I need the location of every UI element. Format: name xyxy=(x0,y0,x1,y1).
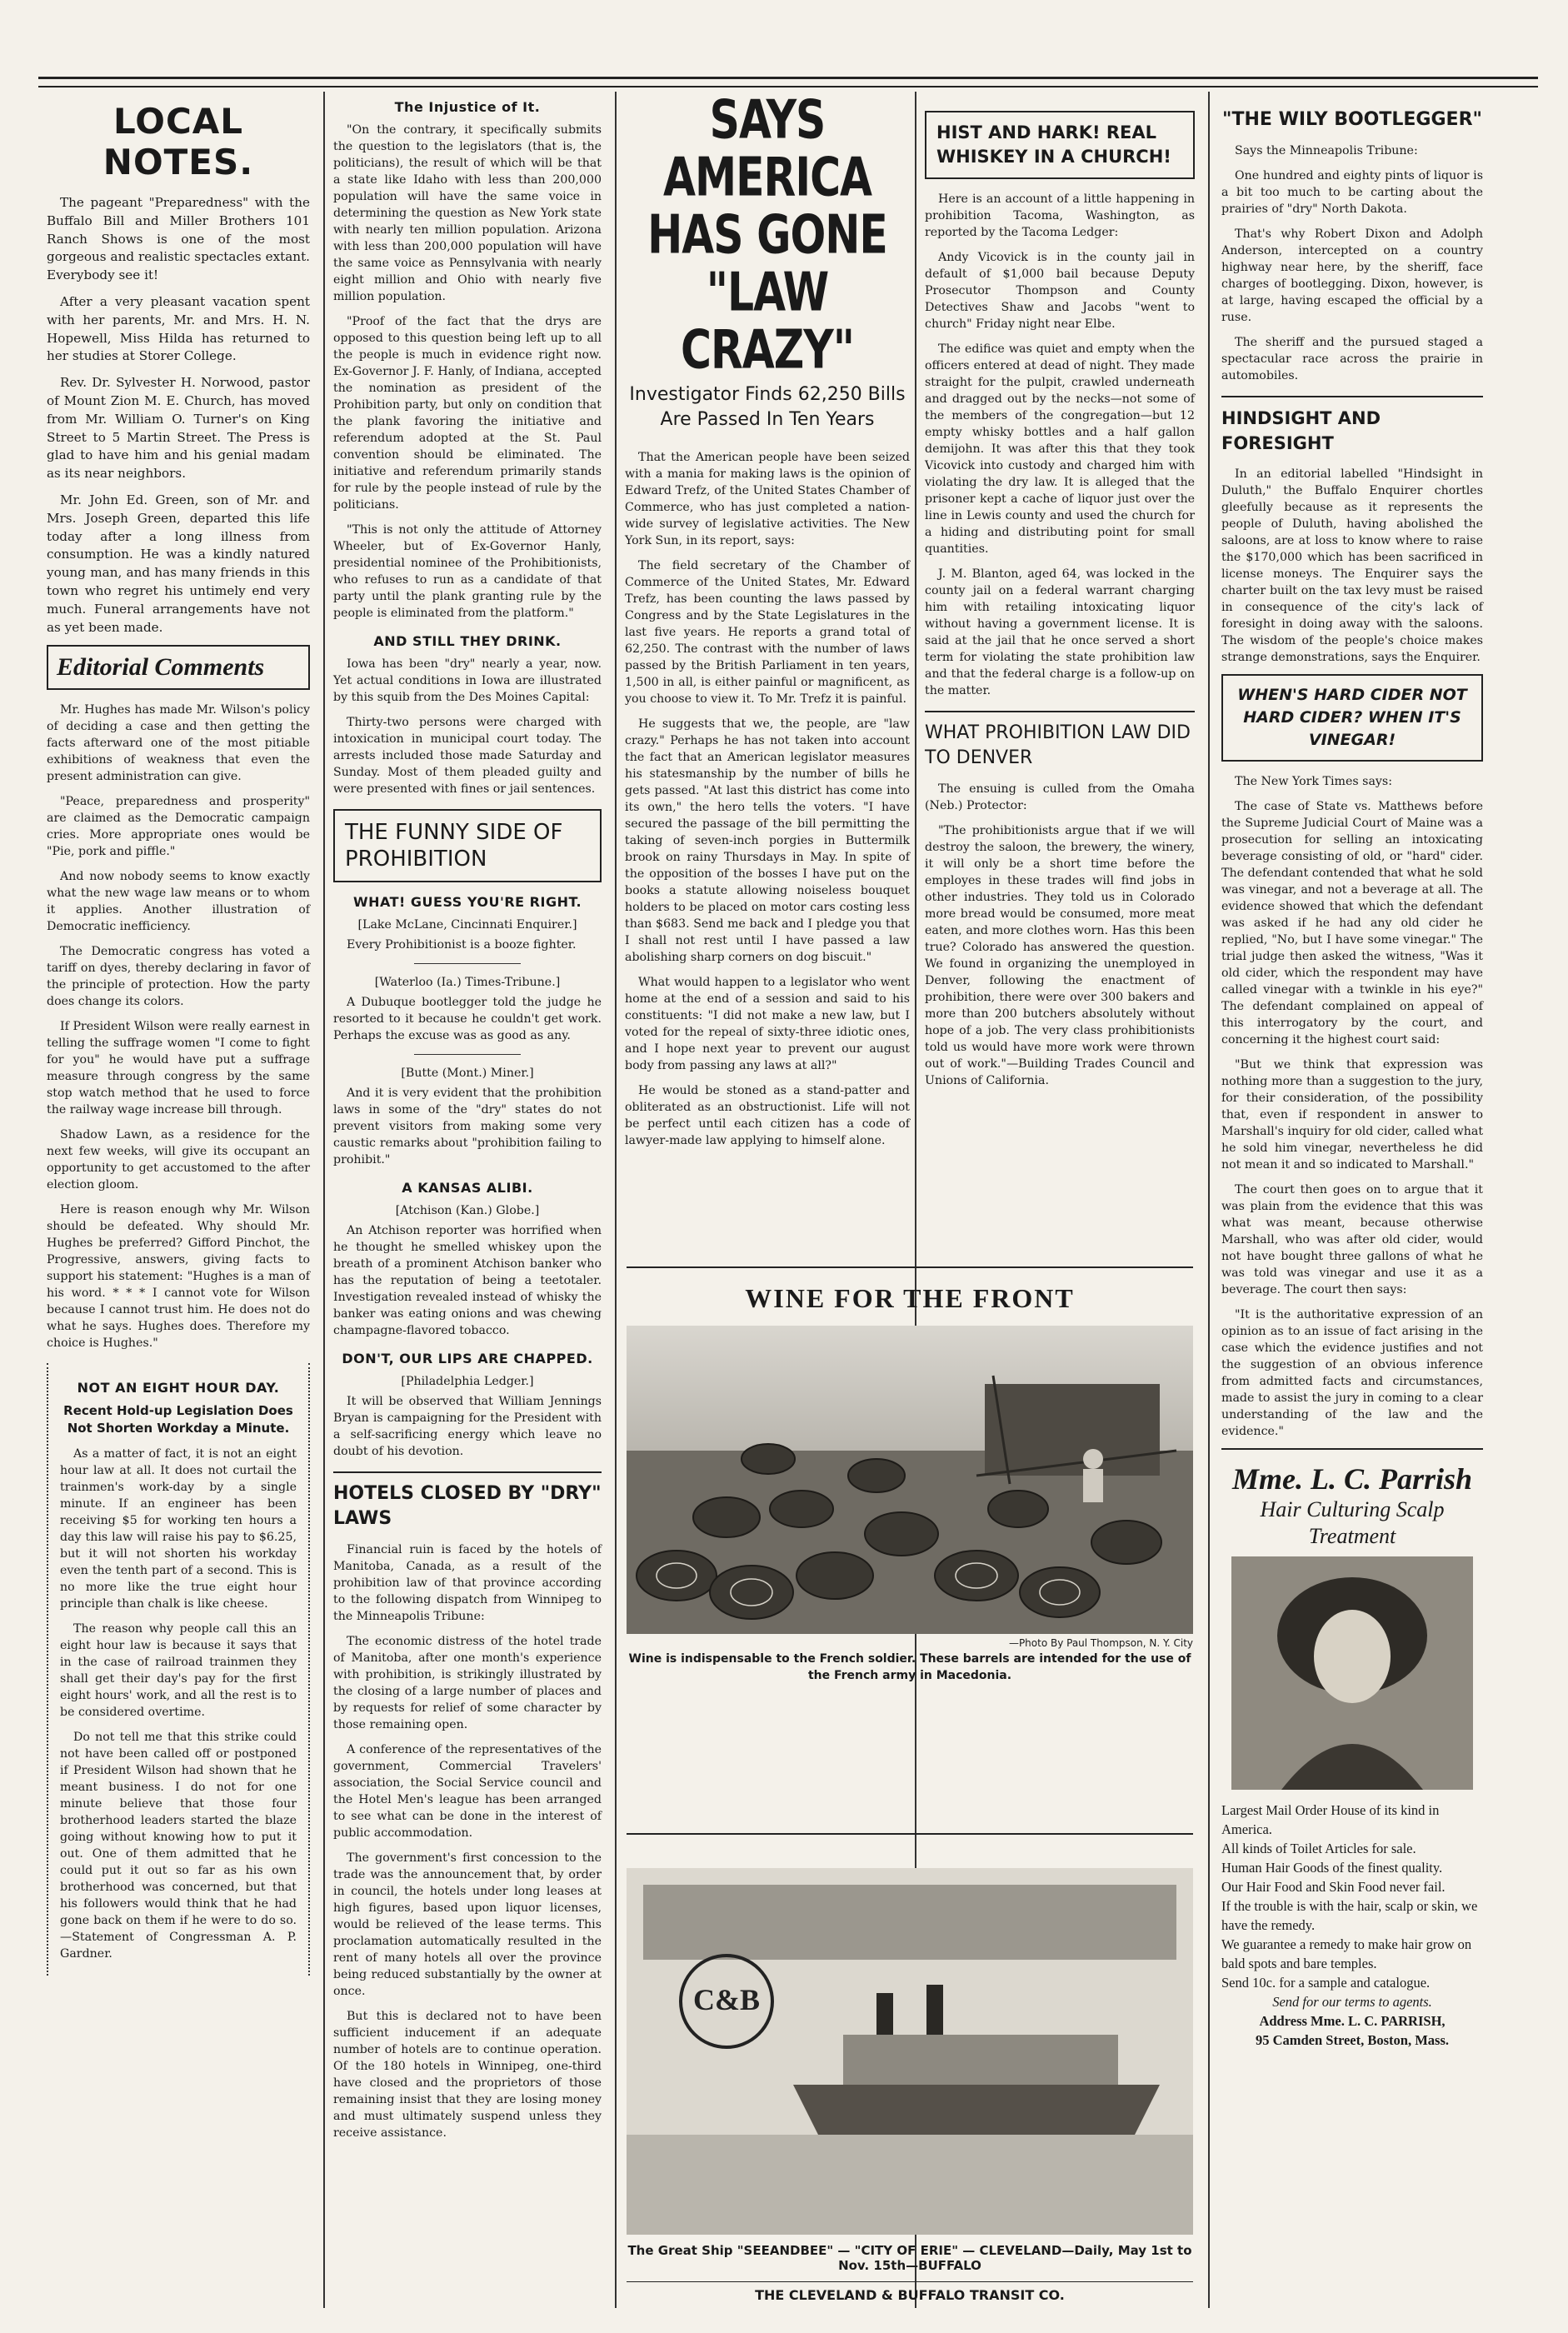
editorial-paragraph: And now nobody seems to know exactly what the new wage law means or to whom it applies. Another illustration of Democratic inefficiency. xyxy=(47,870,310,934)
editorial-paragraph: Here is reason enough why Mr. Wilson should be defeated. Why should Mr. Hughes be preferred? Gifford Pinchot, the Progressive, answers, giving facts to support his statement: "Hughes is a man of his word. * * * I cannot vote for Wilson because I cannot trust him. He does not do what he says. Hughes does. Therefore my choice is Hughes." xyxy=(47,1203,310,1351)
photo-credit: —Photo By Paul Thompson, N. Y. City xyxy=(1008,1637,1193,1649)
article-paragraph: "The prohibitionists argue that if we will destroy the saloon, the brewery, the winery, it will only be a short time before the employes in these trades will find jobs in other industries. They told us in Colorado more bread would be consumed, more meat eaten, and more clothes worn. Has this been true? Colorado has answered the question. We found in organizing the unemployed in Denver, following the enactment of prohibition, there were over 300 bakers and more than 200 butchers absolutely without hope of a job. The very class prohibitionists told us would have more work were thrown out of work."—Building Trades Council and Unions of California. xyxy=(925,824,1195,1087)
wine-barrels-photo xyxy=(627,1326,1193,1634)
article-paragraph: The pageant "Preparedness" with the Buffalo Bill and Miller Brothers 101 Ranch Shows is one of the most gorgeous and realistic spectacles extant. Everybody see it! xyxy=(47,195,310,283)
article-paragraph: "Proof of the fact that the drys are opposed to this question being left up to all the people is much in evidence right now. Ex-Governor J. F. Hanly, of Indiana, accepted the nomination as president of the Prohibition party, but only on condition that the plank favoring the initiative and referendum adopted at the St. Paul convention should be eliminated. The initiative and referendum primarily stands for rule by the people instead of rule by the politicians. xyxy=(333,315,602,512)
article-paragraph: Every Prohibitionist is a booze fighter. xyxy=(347,938,577,952)
hotels-closed-title: HOTELS CLOSED BY "DRY" LAWS xyxy=(333,1471,602,1531)
ad-line: All kinds of Toilet Articles for sale. xyxy=(1221,1841,1416,1856)
hindsight-title: HINDSIGHT AND FORESIGHT xyxy=(1221,396,1483,456)
article-paragraph: Andy Vicovick is in the county jail in default of $1,000 bail because Deputy Prosecutor Thompson and County Detectives Shaw and Jacobs "went to church" Friday night near Elbe. xyxy=(925,251,1195,331)
article-paragraph: That the American people have been seized with a mania for making laws is the opinion of Edward Trefz, of the United States Chamber of Commerce, who has just completed a nation-wide survey of legislative activities. The New York Sun, in its report, says: xyxy=(625,451,910,547)
guess-title: WHAT! GUESS YOU'RE RIGHT. xyxy=(352,894,582,910)
column-rule xyxy=(615,92,617,2308)
ad-address: Address Mme. L. C. PARRISH, xyxy=(1259,2013,1446,2029)
article-paragraph: The ensuing is culled from the Omaha (Neb.) Protector: xyxy=(925,782,1195,812)
eight-hour-box xyxy=(47,1363,310,1976)
column-law-crazy xyxy=(618,96,916,1246)
article-paragraph: Says the Minneapolis Tribune: xyxy=(1235,144,1418,157)
article-paragraph: He suggests that we, the people, are "law crazy." Perhaps he has not taken into account the fact that an American legislator measures his statesmanship by the number of bills he gets passed. "At last this district has come into its own," the hero tells the voters. "I have secured the passage of the bill permitting the taking of seven-inch porgies in Buttermilk brook on rainy Thursdays in May. In spite of the opposition of the bosses I have put on the books a statute allowing noiseless bouquet holders to be placed on motor cars costing less than $683. Send me back and I pledge you that I shall not rest until I have passed a law abolishing sharp corners on dog biscuit." xyxy=(625,717,910,964)
steamship-illustration xyxy=(627,1868,1193,2235)
svg-text:C&B: C&B xyxy=(693,1983,760,2016)
editorial-paragraph: Shadow Lawn, as a residence for the next few weeks, will give its occupant an opportunity to get accustomed to the after election gloom. xyxy=(47,1128,310,1192)
parrish-ad xyxy=(1221,1448,1483,2050)
law-crazy-deck: Investigator Finds 62,250 Bills Are Passed In Ten Years xyxy=(629,384,906,430)
article-paragraph: The economic distress of the hotel trade of Manitoba, after one month's experience with prohibition, is strikingly illustrated by the closing of a large number of places and by requests for relief of some character by those remaining open. xyxy=(333,1635,602,1731)
portrait-illustration xyxy=(1231,1556,1473,1790)
article-paragraph: Rev. Dr. Sylvester H. Norwood, pastor of Mount Zion M. E. Church, has moved from Mr. William O. Turner's on King Street to 5 Martin Street. The Press is glad to have him and his genial madam as its near neighbors. xyxy=(47,375,310,482)
article-paragraph: Mr. John Ed. Green, son of Mr. and Mrs. Joseph Green, departed this life today after a long illness from consumption. He was a kindly natured young man, and has many friends in this town who regret his untimely end very much. Funeral arrangements have not as yet been made. xyxy=(47,492,310,635)
editorial-paragraph: "Peace, preparedness and prosperity" are claimed as the Democratic campaign cries. More appropriate ones would be "Pie, pork and piffle." xyxy=(47,795,310,859)
editorial-paragraph: If President Wilson were really earnest in telling the suffrage women "I come to fight for you" he would have put a suffrage measure through congress by the same stop watch method that he used to force the railway wage increase bill through. xyxy=(47,1020,310,1117)
law-crazy-headline: SAYS AMERICA HAS GONE "LAW CRAZY" xyxy=(647,96,887,382)
ad-line: We guarantee a remedy to make hair grow on bald spots and bare temples. xyxy=(1221,1936,1472,1971)
article-paragraph: "It is the authoritative expression of an opinion as to an issue of fact arising in the case which the evidence justifies and not the suggestion of an obvious inference from admitted facts and circumstances, made to assist the jury in coming to a clear understanding of the law and the evidence." xyxy=(1221,1308,1483,1438)
ad-line: Send for our terms to agents. xyxy=(1272,1994,1432,2010)
column-injustice xyxy=(327,96,608,2304)
ad-address: 95 Camden Street, Boston, Mass. xyxy=(1255,2032,1450,2048)
column-rule xyxy=(1208,92,1210,2308)
article-paragraph: In an editorial labelled "Hindsight in Duluth," the Buffalo Enquirer chortles gleefully because as it represents the people of Duluth, having abolished the saloons, are at loss to know where to raise the $170,000 which has been sacrificed in license moneys. The Enquirer says the charter built on the tax levy must be raised in consequence of the city's lack of foresight in doing away with the saloons. The wisdom of the people's choice makes strange demonstrations, says the Enquirer. xyxy=(1221,467,1483,664)
article-paragraph: The government's first concession to the trade was the announcement that, by order in council, the hotels under long leases at high figures, based upon liquor licenses, would be relieved of the lease terms. This proclamation automatically resulted in the rent of many hotels all over the province being reduced substantially by the owner at once. xyxy=(333,1851,602,1998)
article-paragraph: The field secretary of the Chamber of Commerce of the United States, Mr. Edward Trefz, has been counting the laws passed by Congress and by the State Legislatures in the last five years. He reports a grand total of 62,250. The contrast with the number of laws passed by the British Parliament in ten years, 1,500 in all, is either painful or magnificent, as you choose to view it. To Mr. Trefz it is painful. xyxy=(625,559,910,706)
ad-route-text: The Great Ship "SEEANDBEE" — "CITY OF ERIE" — CLEVELAND—Daily, May 1st to Nov. 15th—BUFFALO xyxy=(627,2243,1192,2273)
source-line: [Butte (Mont.) Miner.] xyxy=(401,1067,534,1080)
editorial-paragraph: The Democratic congress has voted a tariff on dyes, thereby declaring in favor of the principle of protection. How the party does change its colors. xyxy=(47,945,310,1009)
article-paragraph: An Atchison reporter was horrified when he thought he smelled whiskey upon the breath of a prominent Atchison banker who has the reputation of being a teetotaler. Investigation revealed instead of whisky the banker was eating onions and was chewing champagne-flavored tobacco. xyxy=(333,1224,602,1337)
injustice-title: The Injustice of It. xyxy=(394,99,541,115)
article-paragraph: He would be stoned as a stand-patter and obliterated as an obstructionist. Life will not be perfect until each citizen has a code of lawyer-made law applying to himself alone. xyxy=(625,1084,910,1147)
ad-line: Human Hair Goods of the finest quality. xyxy=(1221,1860,1443,1876)
article-paragraph: The sheriff and the pursued staged a spectacular race across the prairie in automobiles. xyxy=(1221,336,1483,382)
divider xyxy=(414,1054,522,1055)
article-paragraph: Do not tell me that this strike could not have been called off or postponed if President Wilson had shown that he meant business. I do not for one minute believe that those four brotherhood leaders started the blaze going without knowing how to put it out. One of them admitted that he could put it out so far as his own brotherhood was concerned, but that his followers would think that he had gone back on them if he were to do so. —Statement of Congressman A. P. Gardner. xyxy=(60,1731,297,1961)
article-paragraph: Here is an account of a little happening in prohibition Tacoma, Washington, as reported by the Tacoma Ledger: xyxy=(925,192,1195,239)
parrish-subtitle: Hair Culturing Scalp Treatment xyxy=(1260,1497,1445,1548)
eight-hour-subtitle: Recent Hold-up Legislation Does Not Shorten Workday a Minute. xyxy=(63,1403,293,1436)
article-paragraph: After a very pleasant vacation spent with her parents, Mr. and Mrs. H. N. Hopewell, Miss Hilda has returned to her studies at Storer College. xyxy=(47,293,310,364)
parrish-name: Mme. L. C. Parrish xyxy=(1231,1462,1473,1496)
article-paragraph: The reason why people call this an eight hour law is because it says that in the case of railroad trainmen they shall get their day's pay for the first eight hours' work, and all the rest is to be considered overtime. xyxy=(60,1622,297,1720)
article-paragraph: The New York Times says: xyxy=(1235,775,1392,788)
ad-line: Largest Mail Order House of its kind in America. xyxy=(1221,1802,1440,1837)
ad-line: Our Hair Food and Skin Food never fail. xyxy=(1221,1879,1446,1895)
article-paragraph: A Dubuque bootlegger told the judge he resorted to it because he couldn't get work. Perhaps the excuse was as good as any. xyxy=(333,996,602,1042)
masthead-rule xyxy=(38,77,1538,87)
article-paragraph: The edifice was quiet and empty when the officers entered at dead of night. They made straight for the pulpit, crawled underneath and dragged out by the necks—not some of the members of the congregation—but 12 empty whisky bottles and a half gallon demijohn. It was after this that they took Vicovick into custody and charged him with violating the dry law. It is alleged that the prisoner kept a cache of liquor just over the line in Lewis county and used the church for a hiding and distributing point for small quantities. xyxy=(925,342,1195,556)
article-paragraph: "This is not only the attitude of Attorney Wheeler, but of Ex-Governor Hanly, presidential nominee of the Prohibitionists, who refuses to run as a candidate of that party until the plank granting rule by the people is eliminated from the platform." xyxy=(333,523,602,620)
article-paragraph: Thirty-two persons were charged with intoxication in municipal court today. The arrests included those made Saturday and Sunday. Most of them pleaded guilty and were presented with fines or jail sentences. xyxy=(333,716,602,796)
denver-title: WHAT PROHIBITION LAW DID TO DENVER xyxy=(925,711,1195,771)
wine-for-front-section xyxy=(627,1266,1193,1684)
source-line: [Atchison (Kan.) Globe.] xyxy=(395,1204,540,1217)
article-paragraph: Iowa has been "dry" nearly a year, now. Yet actual conditions in Iowa are illustrated by this squib from the Des Moines Capital: xyxy=(333,657,602,704)
hard-cider-title: WHEN'S HARD CIDER NOT HARD CIDER? WHEN IT'S VINEGAR! xyxy=(1221,674,1483,762)
ad-line: If the trouble is with the hair, scalp or skin, we have the remedy. xyxy=(1221,1898,1478,1933)
article-paragraph: A conference of the representatives of the government, Commercial Travelers' association, the Social Service council and the Hotel Men's league has been arranged to see what can be done in the interest of public accommodation. xyxy=(333,1743,602,1840)
article-paragraph: That's why Robert Dixon and Adolph Anderson, intercepted on a country highway near here, by the sheriff, face charges of bootlegging. Dixon, however, is at large, having escaped the official by a ruse. xyxy=(1221,227,1483,324)
column-bootlegger xyxy=(1215,96,1490,2304)
column-rule xyxy=(323,92,325,2308)
article-paragraph: It will be observed that William Jennings Bryan is campaigning for the President with a self-sacrificing energy which leave no doubt of his devotion. xyxy=(333,1395,602,1458)
column-hist-hark xyxy=(918,96,1201,1246)
article-paragraph: One hundred and eighty pints of liquor is a bit too much to be carting about the prairies of "dry" North Dakota. xyxy=(1221,169,1483,216)
eight-hour-title: NOT AN EIGHT HOUR DAY. xyxy=(77,1380,280,1396)
kansas-alibi-title: A KANSAS ALIBI. xyxy=(402,1180,533,1196)
article-paragraph: What would happen to a legislator who went home at the end of a session and said to his constituents: "I did not make a new law, but I voted for the repeal of sixty-three idiotic ones, and I hope next year to prevent our august body from passing any laws at all?" xyxy=(625,976,910,1072)
wily-bootlegger-title: "THE WILY BOOTLEGGER" xyxy=(1222,109,1482,130)
article-paragraph: The court then goes on to argue that it was plain from the evidence that this was what was meant, because otherwise Marshall, who was after old cider, would not have bought three gallons of what he was told was vinegar and use it as a beverage. The court then says: xyxy=(1221,1183,1483,1296)
local-notes-title: LOCAL NOTES. xyxy=(102,101,254,182)
article-paragraph: Financial ruin is faced by the hotels of Manitoba, Canada, as a result of the prohibition law of that province according to the following dispatch from Winnipeg to the Minneapolis Tribune: xyxy=(333,1543,602,1623)
source-line: [Philadelphia Ledger.] xyxy=(401,1375,534,1388)
lips-chapped-title: DON'T, OUR LIPS ARE CHAPPED. xyxy=(342,1351,593,1366)
wine-caption: Wine is indispensable to the French soldier. These barrels are intended for the use of the French army in Macedonia. xyxy=(628,1652,1191,1682)
column-local-notes xyxy=(40,96,317,2304)
cleveland-buffalo-ad xyxy=(627,1833,1193,2303)
still-drink-title: AND STILL THEY DRINK. xyxy=(373,633,562,649)
source-line: [Lake McLane, Cincinnati Enquirer.] xyxy=(357,918,577,932)
editorial-comments-title: Editorial Comments xyxy=(47,645,310,690)
article-paragraph: And it is very evident that the prohibition laws in some of the "dry" states do not prevent visitors from making some very caustic remarks about "prohibition failing to prohibit." xyxy=(333,1087,602,1166)
article-paragraph: "On the contrary, it specifically submits the question to the legislators (that is, the politicians), the result of which will be that a state like Idaho with less than 200,000 population will have the same voice in determining the question as New York state with nearly ten million population. Arizona with less than 200,000 population will have the same voice as Pennsylvania with nearly eight million and Ohio with nearly five million population. xyxy=(333,123,602,303)
article-paragraph: J. M. Blanton, aged 64, was locked in the county jail on a federal warrant charging him with retailing intoxicating liquor without having a government license. It is said at the jail that he once served a short term for violating the state prohibition law and that the federal charge is a follow-up on the matter. xyxy=(925,567,1195,697)
hist-hark-title: HIST AND HARK! REAL WHISKEY IN A CHURCH! xyxy=(925,111,1195,179)
divider xyxy=(414,963,522,964)
funny-side-title: THE FUNNY SIDE OF PROHIBITION xyxy=(333,809,602,882)
article-paragraph: "But we think that expression was nothing more than a suggestion to the jury, for their consideration, of the possibility that, even if respondent in answer to Marshall's inquiry for old cider, called what he sold him vinegar, nevertheless he did not mean it and so indicated to Marshall." xyxy=(1221,1058,1484,1171)
article-paragraph: But this is declared not to have been sufficient inducement if an adequate number of hotels are to continue operation. Of the 180 hotels in Winnipeg, one-third have closed and the proprietors of those remaining insist that they are losing money and must ultimately suspend unless they receive assistance. xyxy=(333,2010,602,2140)
source-line: [Waterloo (Ia.) Times-Tribune.] xyxy=(374,976,561,989)
article-paragraph: The case of State vs. Matthews before the Supreme Judicial Court of Maine was a prosecution for selling an intoxicating beverage consisting of old, or "hard" cider. The defendant contended that what he sold was vinegar, and not a beverage at all. The evidence showed that which the defendant was asked if he had any old cider he replied, "No, but I have some vinegar." The trial judge then asked the witness, "Was it old cider, which the respondent may have called vinegar with a twinkle in his eye?" The defendant complained on appeal of this interrogatory by the court, and concerning it the highest court said: xyxy=(1221,800,1483,1047)
ad-footer: THE CLEVELAND & BUFFALO TRANSIT CO. xyxy=(627,2281,1193,2303)
editorial-paragraph: Mr. Hughes has made Mr. Wilson's policy of deciding a case and then getting the facts afterward one of the most pitiable exhibitions of weakness that even the present administration can give. xyxy=(47,703,310,784)
wine-title: WINE FOR THE FRONT xyxy=(745,1283,1075,1313)
article-paragraph: As a matter of fact, it is not an eight hour law at all. It does not curtail the trainmen's work-day by a single minute. If an engineer has been receiving $5 for working ten hours a day this law will raise his pay to $6.25, but it will not shorten his workday even the tenth part of a second. This is no more like the true eight hour principle than chalk is like cheese. xyxy=(60,1447,297,1611)
ad-line: Send 10c. for a sample and catalogue. xyxy=(1221,1975,1431,1991)
